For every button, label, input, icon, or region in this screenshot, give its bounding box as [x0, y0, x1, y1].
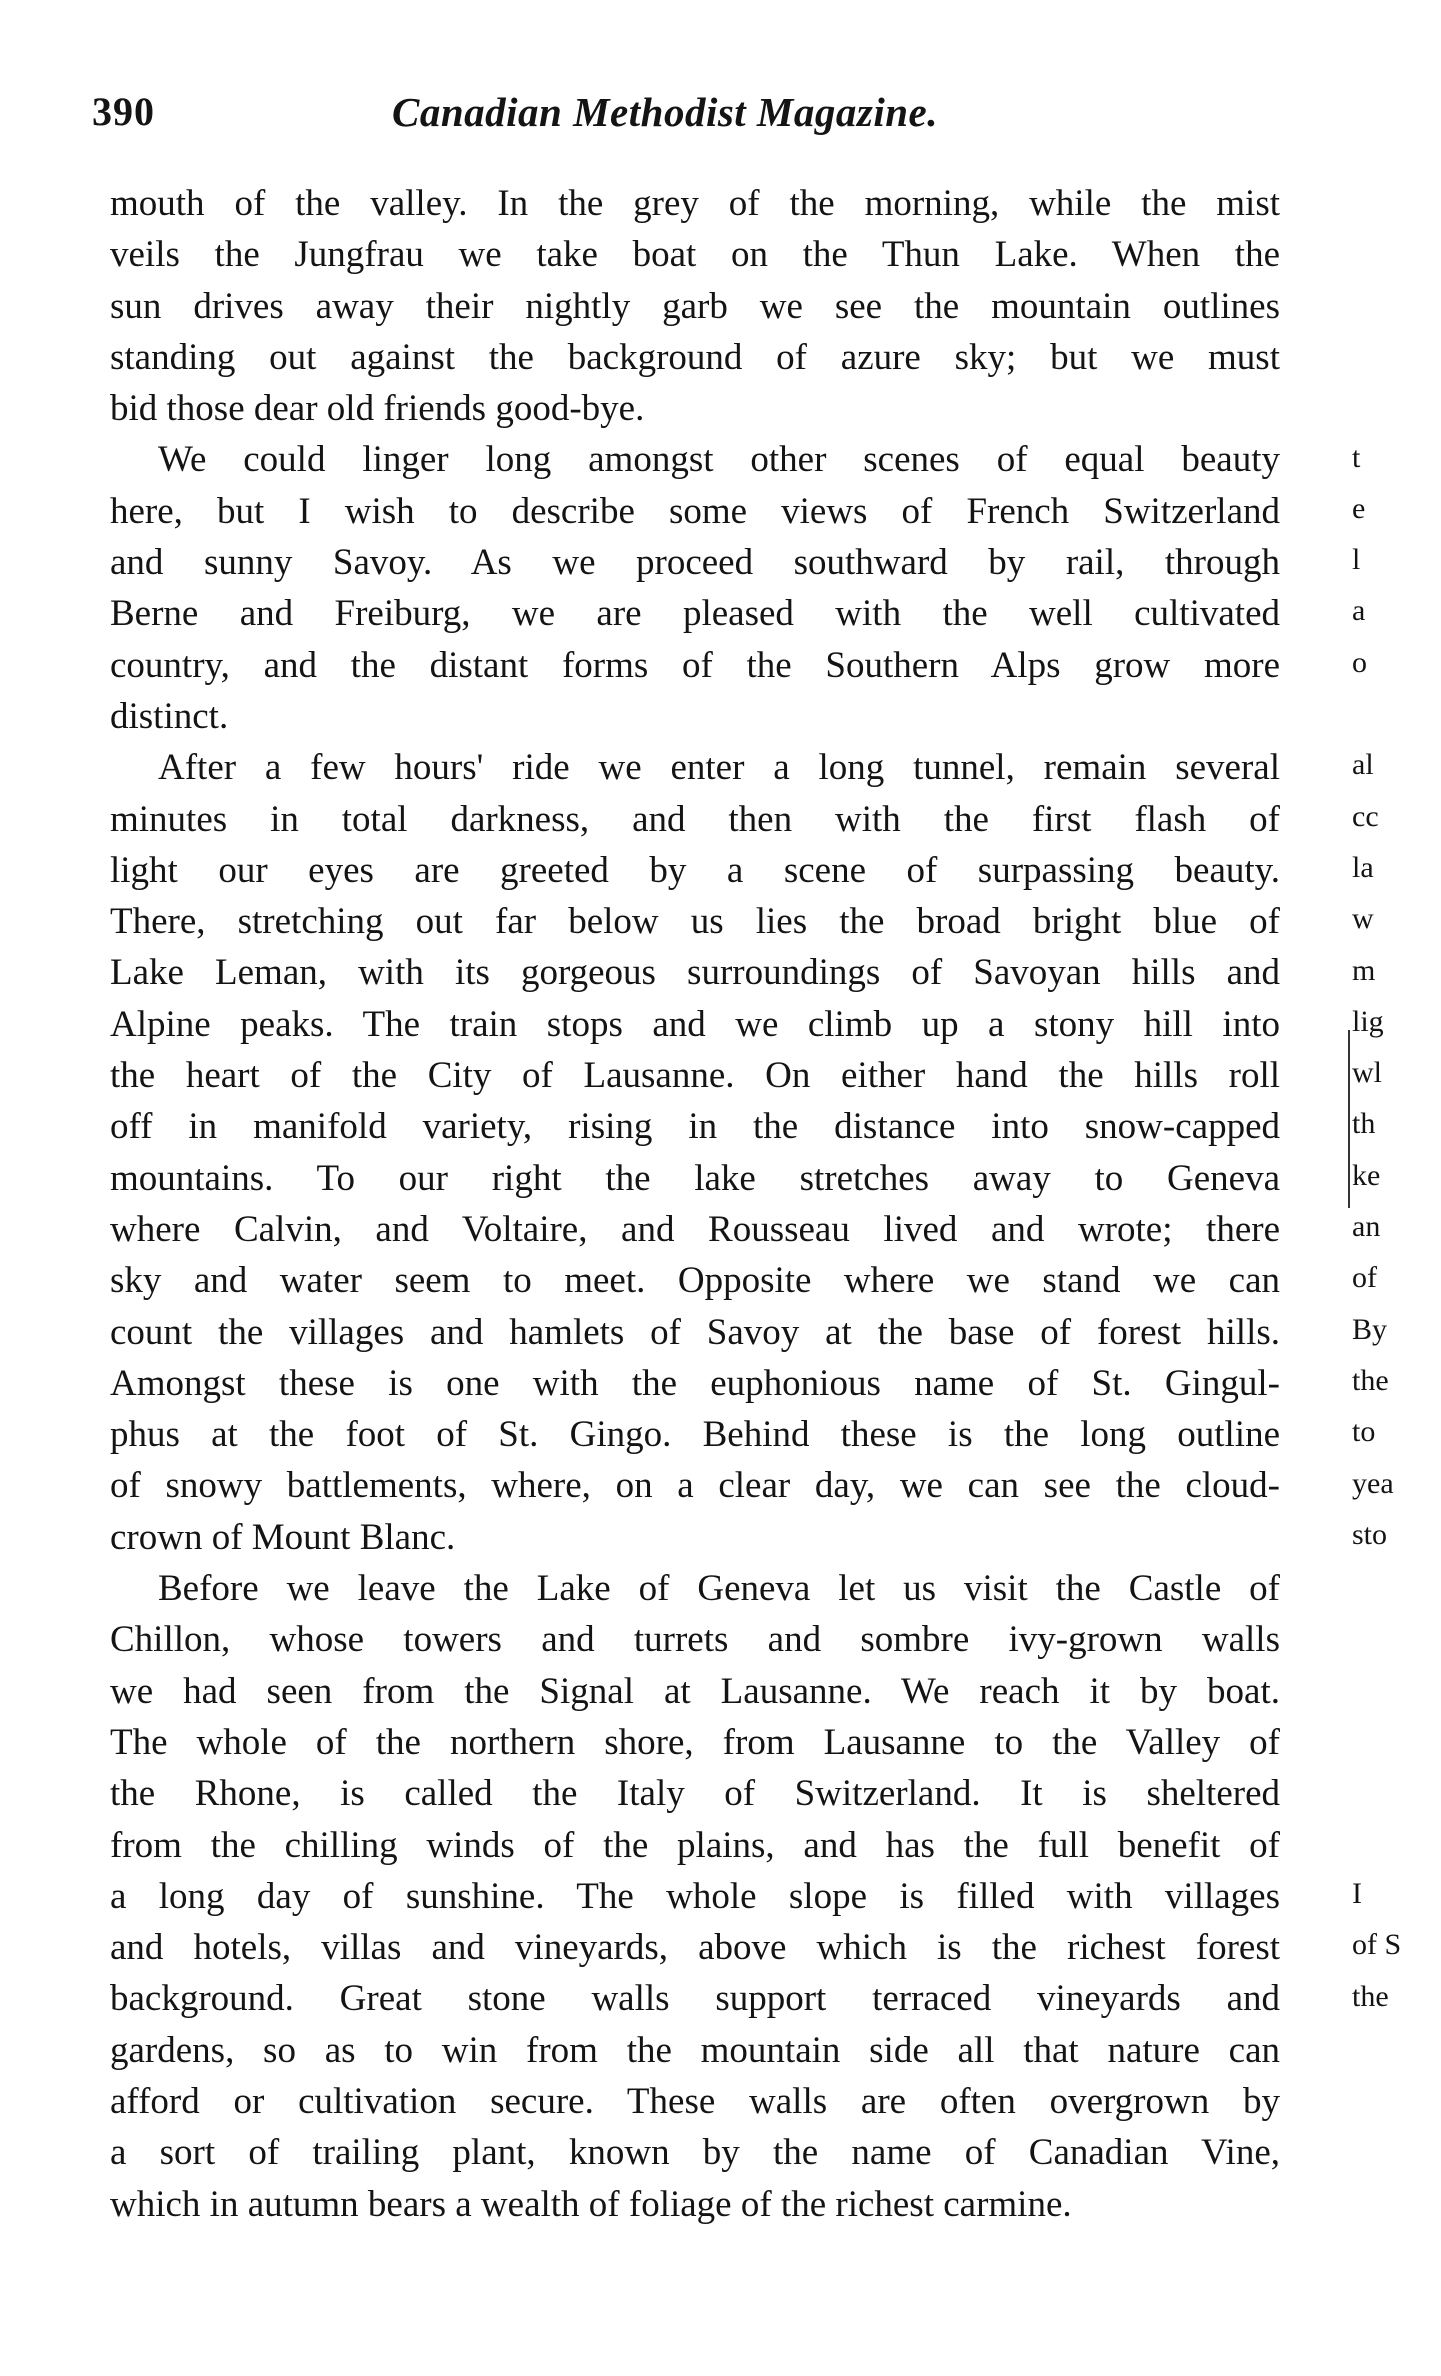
margin-fragment: cc — [1352, 799, 1379, 833]
margin-fragment: ke — [1352, 1158, 1381, 1192]
margin-fragment: By — [1352, 1312, 1388, 1346]
margin-fragment: to — [1352, 1415, 1376, 1449]
page-header — [92, 88, 1272, 148]
text-line: light our eyes are greeted by a scene of surpassing beauty. — [110, 849, 1280, 891]
margin-fragment: a — [1352, 594, 1366, 628]
margin-bracket-mark — [1348, 1030, 1350, 1208]
text-line: which in autumn bears a wealth of foliage of the richest carmine. — [110, 2183, 1072, 2225]
text-line: crown of Mount Blanc. — [110, 1516, 456, 1558]
margin-fragment: wl — [1352, 1056, 1382, 1090]
paragraph — [110, 434, 1280, 742]
margin-fragment: the — [1352, 1363, 1389, 1397]
margin-fragment: o — [1352, 645, 1367, 679]
text-line: minutes in total darkness, and then with the first flash of — [110, 798, 1280, 840]
text-line: and hotels, villas and vineyards, above which is the richest forest — [110, 1927, 1280, 1969]
text-line: background. Great stone walls support terraced vineyards and — [110, 1978, 1280, 2020]
text-line: country, and the distant forms of the Southern Alps grow more — [110, 644, 1280, 686]
page-number: 390 — [92, 89, 155, 134]
margin-fragment: l — [1352, 543, 1361, 577]
text-line: we had seen from the Signal at Lausanne. We reach it by boat. — [110, 1670, 1280, 1712]
text-line: a long day of sunshine. The whole slope is filled with villages — [110, 1875, 1280, 1917]
margin-fragment: e — [1352, 491, 1366, 525]
margin-fragment: la — [1352, 850, 1374, 884]
text-line: here, but I wish to describe some views of French Switzerland — [110, 490, 1280, 532]
article-body — [110, 178, 1280, 2230]
margin-fragment: yea — [1352, 1466, 1394, 1500]
text-line: After a few hours' ride we enter a long tunnel, remain several — [158, 747, 1280, 789]
margin-fragment: sto — [1352, 1517, 1388, 1551]
text-line: Before we leave the Lake of Geneva let us visit the Castle of — [158, 1568, 1280, 1610]
text-line: bid those dear old friends good-bye. — [110, 388, 645, 430]
margin-fragment: an — [1352, 1210, 1381, 1243]
text-line: gardens, so as to win from the mountain side all that nature can — [110, 2029, 1280, 2071]
margin-fragment: I — [1352, 1876, 1362, 1910]
paragraph — [110, 178, 1280, 434]
text-line: of snowy battlements, where, on a clear day, we can see the cloud- — [110, 1465, 1280, 1507]
text-line: distinct. — [110, 695, 229, 737]
margin-fragment: t — [1352, 440, 1361, 474]
text-line: phus at the foot of St. Gingo. Behind these is the long outline — [110, 1414, 1280, 1456]
text-line: veils the Jungfrau we take boat on the Thun Lake. When the — [110, 234, 1280, 276]
text-line: Berne and Freiburg, we are pleased with the well cultivated — [110, 593, 1280, 635]
text-line: sun drives away their nightly garb we see the mountain outlines — [110, 285, 1280, 327]
text-line: mouth of the valley. In the grey of the morning, while the mist — [110, 183, 1280, 224]
margin-fragment: w — [1352, 902, 1374, 936]
margin-fragment: al — [1352, 748, 1374, 782]
text-line: where Calvin, and Voltaire, and Rousseau lived and wrote; there — [110, 1208, 1280, 1250]
text-line: sky and water seem to meet. Opposite where we stand we can — [110, 1260, 1280, 1302]
text-line: Chillon, whose towers and turrets and sombre ivy-grown walls — [110, 1619, 1280, 1661]
text-line: The whole of the northern shore, from Lausanne to the Valley of — [110, 1721, 1280, 1763]
margin-fragment: of — [1352, 1261, 1377, 1295]
text-line: a sort of trailing plant, known by the name of Canadian Vine, — [110, 2132, 1280, 2174]
text-line: Lake Leman, with its gorgeous surroundings of Savoyan hills and — [110, 952, 1280, 994]
text-line: from the chilling winds of the plains, and has the full benefit of — [110, 1824, 1280, 1866]
paragraph — [110, 1563, 1280, 2230]
text-line: Amongst these is one with the euphonious name of St. Gingul- — [110, 1362, 1280, 1404]
text-line: There, stretching out far below us lies the broad bright blue of — [110, 901, 1280, 943]
text-line: and sunny Savoy. As we proceed southward by rail, through — [110, 542, 1280, 584]
margin-fragment: of S — [1352, 1928, 1402, 1962]
text-line: We could linger long amongst other scenes of equal beauty — [158, 439, 1280, 481]
text-line: off in manifold variety, rising in the distance into snow-capped — [110, 1106, 1280, 1148]
text-line: the heart of the City of Lausanne. On either hand the hills roll — [110, 1055, 1280, 1097]
text-line: standing out against the background of azure sky; but we must — [110, 336, 1280, 378]
text-line: the Rhone, is called the Italy of Switzerland. It is sheltered — [110, 1773, 1280, 1815]
margin-fragment: the — [1352, 1979, 1389, 2013]
text-line: Alpine peaks. The train stops and we climb up a stony hill into — [110, 1003, 1280, 1045]
margin-fragment: lig — [1352, 1004, 1384, 1038]
paragraph — [110, 742, 1280, 1563]
margin-fragment: th — [1352, 1107, 1376, 1141]
text-line: mountains. To our right the lake stretches away to Geneva — [110, 1157, 1280, 1199]
running-title: Canadian Methodist Magazine. — [392, 89, 938, 135]
margin-fragment: m — [1352, 953, 1376, 987]
text-line: count the villages and hamlets of Savoy at the base of forest hills. — [110, 1311, 1280, 1353]
text-line: afford or cultivation secure. These walls are often overgrown by — [110, 2080, 1280, 2122]
